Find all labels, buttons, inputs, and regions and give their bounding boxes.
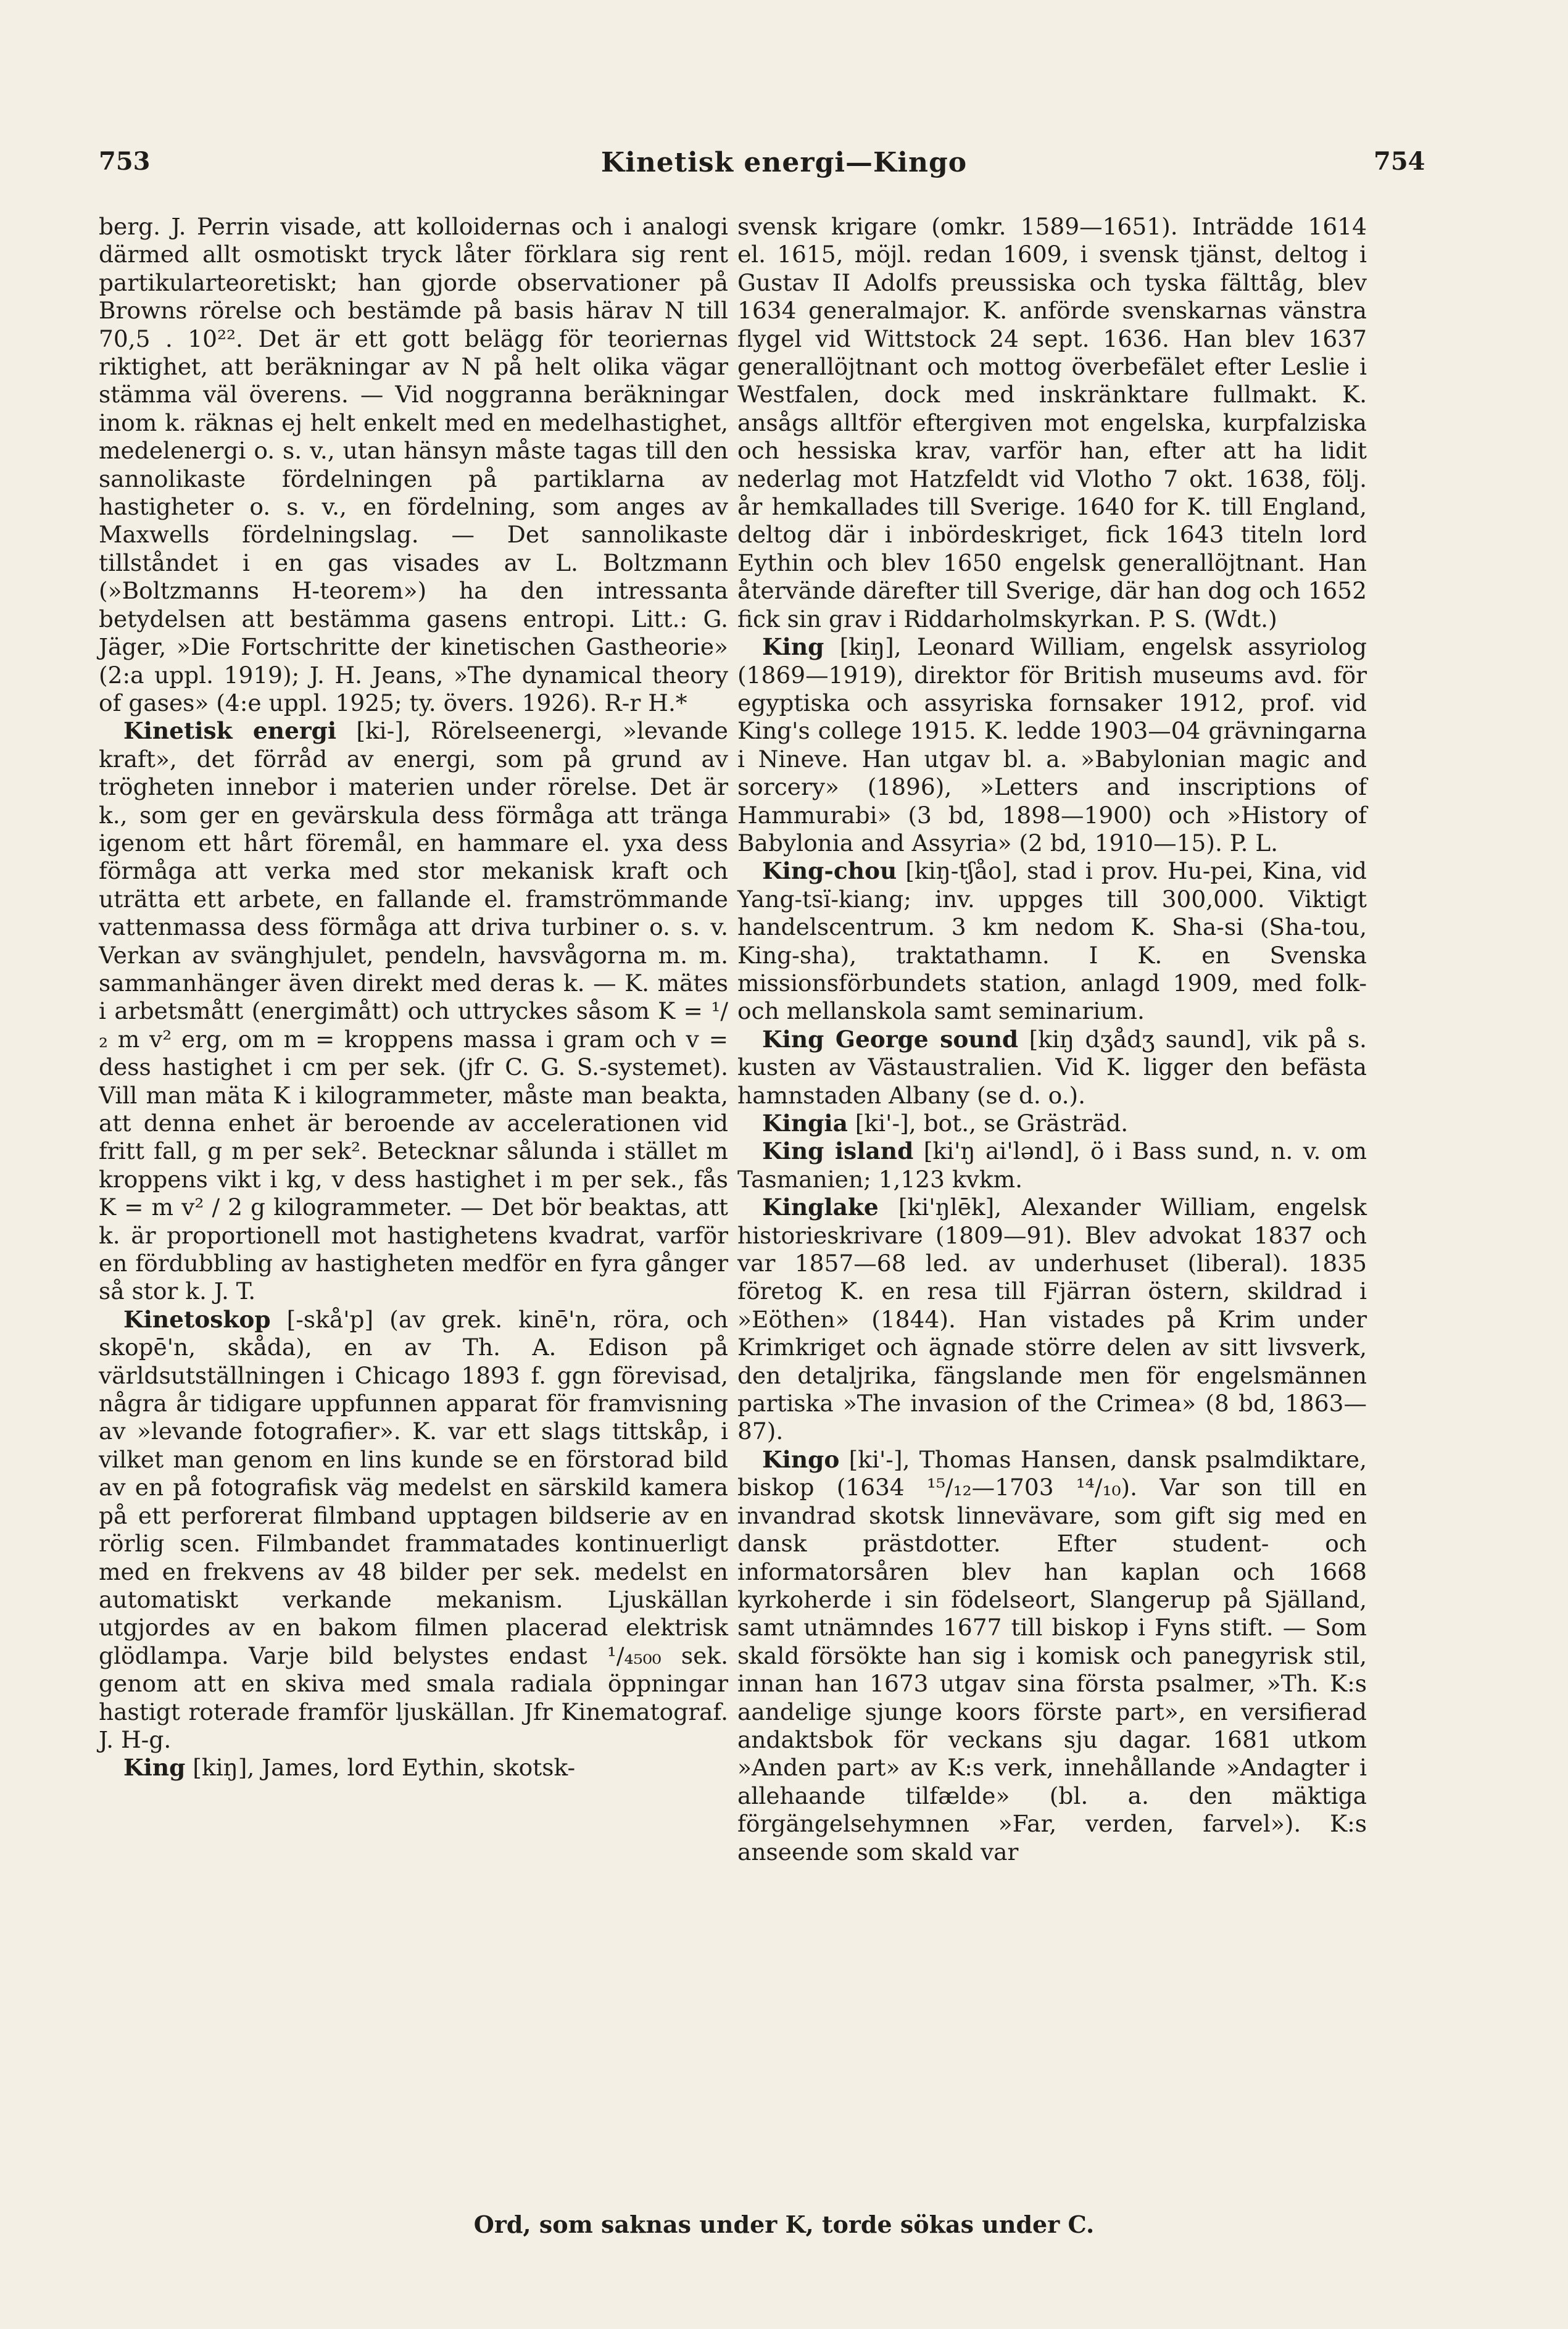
entry-text: [ki-], Rörelseenergi, »levande kraft», det förråd av energi, som på grund av trögheten innebor i materien under rörelse. Det är k., som ger en gevärskula dess förmåga att tränga igenom ett hårt föremål, en hammare el. yxa dess förmåga att verka med stor mekanisk kraft och uträtta ett arbete, en fallande el. framströmmande vattenmassa dess förmåga att driva turbiner o. s. v. Verkan av svänghjulet, pendeln, havsvågorna m. m. sammanhänger även direkt med deras k. — K. mätes i arbetsmått (energimått) och uttryckes såsom K = ¹/₂ m v² erg, om m = kroppens massa i gram och v = dess hastighet i cm per sek. (jfr C. G. S.-systemet). Vill man mäta K i kilogrammeter, måste man beakta, att denna enhet är beroende av accelerationen vid fritt fall, g m per sek². Betecknar sålunda i stället m kroppens vikt i kg, v dess hastighet i m per sek., fås K = m v² / 2 g kilogrammeter. — Det bör beaktas, att k. är proportionell mot hastighetens kvadrat, varför en fördubbling av hastigheten medför en fyra gånger så stor k. J. T. [99, 717, 728, 1305]
entry-text: [ki'-], bot., se Grästräd. [847, 1110, 1129, 1137]
entry-text: [kiŋ-tʃåo], stad i prov. Hu-pei, Kina, vid Yang-tsï-kiang; inv. uppges till 300,000. Viktigt handelscentrum. 3 km nedom K. Sha-si (Sha-tou, King-sha), traktathamn. I K. en Svenska missionsförbundets station, anlagd 1909, med folk- och mellanskola samt seminarium. [737, 857, 1367, 1025]
page-number-right: 754 [1374, 147, 1425, 176]
entry-text: berg. J. Perrin visade, att kolloidernas och i analogi därmed allt osmotiskt tryck låter förklara sig rent partikularteoretiskt; han gjorde observationer på Browns rörelse och bestämde på basis härav N till 70,5 . 10²². Det är ett gott belägg för teoriernas riktighet, att beräkningar av N på helt olika vägar stämma väl överens. — Vid noggranna beräkningar inom k. räknas ej helt enkelt med en medelhastighet, medelenergi o. s. v., utan hänsyn måste tagas till den sannolikaste fördelningen på partiklarna av hastigheter o. s. v., en fördelning, som anges av Maxwells fördelningslag. — Det sannolikaste tillståndet i en gas visades av L. Boltzmann (»Boltzmanns H-teorem») ha den intressanta betydelsen att bestämma gasens entropi. Litt.: G. Jäger, »Die Fortschritte der kinetischen Gastheorie» (2:a uppl. 1919); J. H. Jeans, »The dynamical theory of gases» (4:e uppl. 1925; ty. övers. 1926). R-r H.* [99, 213, 728, 716]
footer-note: Ord, som saknas under K, torde sökas under C. [473, 2211, 1095, 2238]
entry-headword: King island [762, 1137, 914, 1165]
entry-headword: King George sound [762, 1025, 1019, 1053]
entry-continuation [737, 213, 1367, 633]
entry-headword: Kingo [762, 1445, 840, 1473]
running-head: Kinetisk energi—Kingo [600, 147, 968, 178]
entry-kingia [737, 1110, 1367, 1137]
entry-king-leonard [737, 633, 1367, 857]
entry-text: svensk krigare (omkr. 1589—1651). Inträdde 1614 el. 1615, möjl. redan 1609, i svensk tjänst, deltog i Gustav II Adolfs preussiska och tyska fälttåg, blev 1634 generalmajor. K. anförde svenskarnas vänstra flygel vid Wittstock 24 sept. 1636. Han blev 1637 generallöjtnant och mottog överbefälet efter Leslie i Westfalen, dock med inskränktare fullmakt. K. ansågs alltför eftergiven mot engelska, kurpfalziska och hessiska krav, varför han, efter att ha lidit nederlag mot Hatzfeldt vid Vlotho 7 okt. 1638, följ. år hemkallades till Sverige. 1640 for K. till England, deltog där i inbördeskriget, fick 1643 titeln lord Eythin och blev 1650 engelsk generallöjtnant. Han återvände därefter till Sverige, där han dog och 1652 fick sin grav i Riddarholmskyrkan. P. S. (Wdt.) [737, 213, 1367, 633]
entry-headword: King-chou [762, 857, 897, 885]
entry-king-chou [737, 857, 1367, 1025]
entry-headword: King [762, 633, 824, 661]
entry-kinglake [737, 1194, 1367, 1446]
entry-headword: Kinetoskop [123, 1305, 271, 1333]
page-number-left: 753 [99, 147, 151, 176]
entry-text: [kiŋ], Leonard William, engelsk assyriolog (1869—1919), direktor för British museums avd. för egyptiska och assyriska fornsaker 1912, prof. vid King's college 1915. K. ledde 1903—04 grävningarna i Nineve. Han utgav bl. a. »Babylonian magic and sorcery» (1896), »Letters and inscriptions of Hammurabi» (3 bd, 1898—1900) och »History of Babylonia and Assyria» (2 bd, 1910—15). P. L. [737, 633, 1367, 857]
entry-kinetisk-energi [99, 717, 728, 1306]
entry-king-james [99, 1754, 728, 1782]
entry-text: [-skå'p] (av grek. kinē'n, röra, och skopē'n, skåda), en av Th. A. Edison på världsutställningen i Chicago 1893 f. ggn förevisad, några år tidigare uppfunnen apparat för framvisning av »levande fotografier». K. var ett slags tittskåp, i vilket man genom en lins kunde se en förstorad bild av en på fotografisk väg medelst en särskild kamera på ett perforerat filmband upptagen bildserie av en rörlig scen. Filmbandet frammatades kontinuerligt med en frekvens av 48 bilder per sek. medelst en automatiskt verkande mekanism. Ljuskällan utgjordes av en bakom filmen placerad elektrisk glödlampa. Varje bild belystes endast ¹/₄₅₀₀ sek. genom att en skiva med smala radiala öppningar hastigt roterade framför ljuskällan. Jfr Kinematograf. J. H-g. [99, 1305, 728, 1753]
right-column [737, 213, 1367, 1866]
entry-kingo [737, 1446, 1367, 1866]
entry-king-island [737, 1137, 1367, 1194]
entry-text: [kiŋ dʒådʒ saund], vik på s. kusten av Västaustralien. Vid K. ligger den befästa hamnstaden Albany (se d. o.). [737, 1025, 1367, 1109]
entry-headword: King [123, 1754, 186, 1782]
entry-text: [ki'-], Thomas Hansen, dansk psalmdiktare, biskop (1634 ¹⁵/₁₂—1703 ¹⁴/₁₀). Var son till en invandrad skotsk linnevävare, som gift sig med en dansk prästdotter. Efter student- och informatorsåren blev han kaplan och 1668 kyrkoherde i sin födelseort, Slangerup på Själland, samt utnämndes 1677 till biskop i Fyns stift. — Som skald försökte han sig i komisk och panegyrisk stil, innan han 1673 utgav sina första psalmer, »Th. K:s aandelige sjunge koors förste part», en versifierad andaktsbok för veckans sju dagar. 1681 utkom »Anden part» av K:s verk, innehållande »Andagter i allehaande tilfælde» (bl. a. den mäktiga förgängelsehymnen »Far, verden, farvel»). K:s anseende som skald var [737, 1445, 1367, 1866]
entry-text: [kiŋ], James, lord Eythin, skotsk- [185, 1754, 576, 1782]
entry-king-george-sound [737, 1026, 1367, 1110]
left-column [99, 213, 728, 1782]
entry-continuation [99, 213, 728, 717]
entry-headword: Kingia [762, 1110, 848, 1137]
entry-text: [ki'ŋ ai'lənd], ö i Bass sund, n. v. om Tasmanien; 1,123 kvkm. [737, 1137, 1367, 1193]
entry-headword: Kinglake [762, 1194, 879, 1221]
entry-kinetoskop [99, 1306, 728, 1754]
entry-headword: Kinetisk energi [123, 717, 337, 745]
entry-text: [ki'ŋlēk], Alexander William, engelsk historieskrivare (1809—91). Blev advokat 1837 och var 1857—68 led. av underhuset (liberal). 1835 företog K. en resa till Fjärran östern, skildrad i »Eöthen» (1844). Han vistades på Krim under Krimkriget och ägnade större delen av sitt livsverk, den detaljrika, fängslande men för engelsmännen partiska »The invasion of the Crimea» (8 bd, 1863—87). [737, 1194, 1367, 1445]
